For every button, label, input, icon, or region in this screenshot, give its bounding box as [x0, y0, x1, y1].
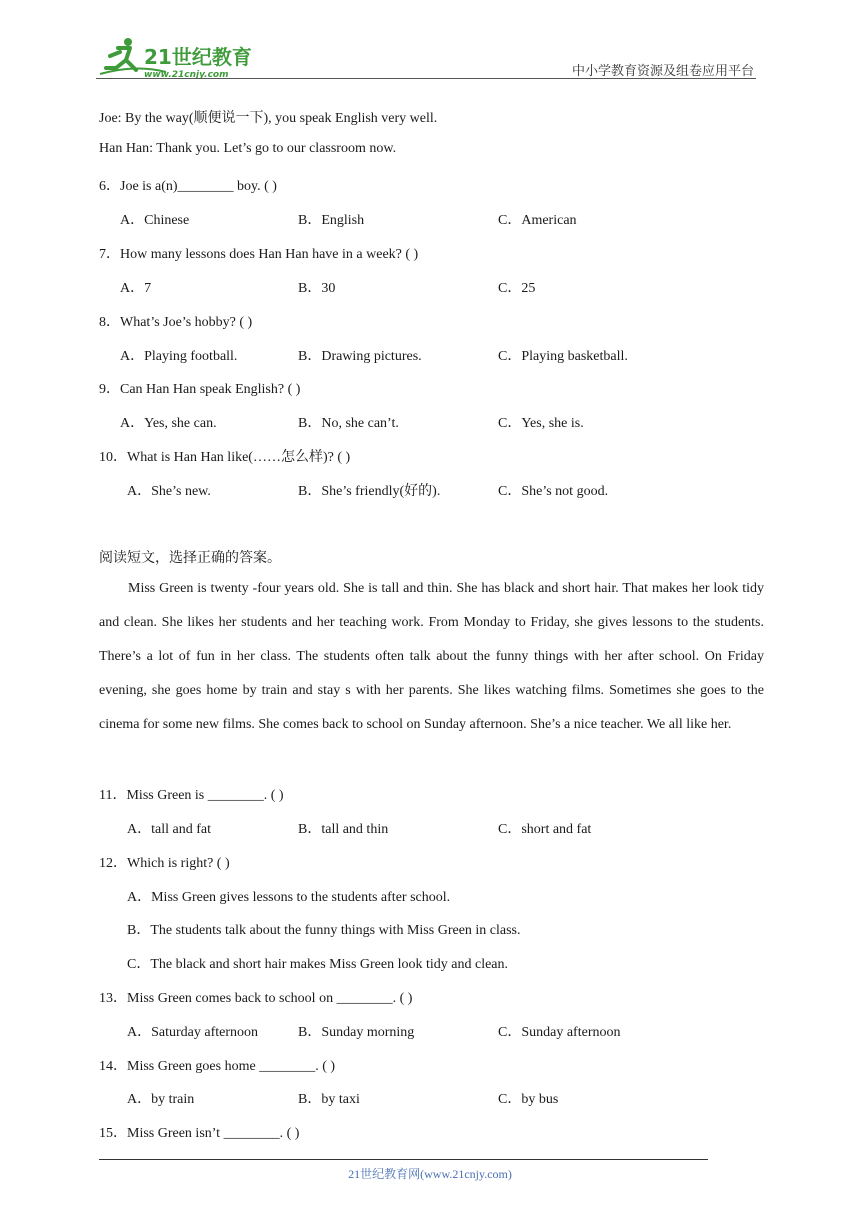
option-a[interactable]: A．tall and fat	[127, 822, 211, 837]
option-b[interactable]: B．Sunday morning	[298, 1025, 415, 1040]
option-b[interactable]: B．tall and thin	[298, 822, 389, 837]
option-b[interactable]: B．The students talk about the funny things with Miss Green in class.	[127, 923, 521, 938]
dialogue-line: Han Han: Thank you. Let’s go to our classroom now.	[99, 141, 397, 156]
option-a[interactable]: A．7	[120, 281, 152, 296]
question-stem: 11．Miss Green is ________. ( )	[99, 788, 284, 803]
option-a[interactable]: A．by train	[127, 1092, 195, 1107]
logo-url-text: www.21cnjy.com	[144, 70, 229, 80]
question-stem: 7．How many lessons does Han Han have in a week? ( )	[99, 247, 419, 262]
question-stem: 12．Which is right? ( )	[99, 856, 230, 871]
option-a[interactable]: A．Chinese	[120, 213, 190, 228]
option-a[interactable]: A．Saturday afternoon	[127, 1025, 259, 1040]
option-c[interactable]: C．Playing basketball.	[498, 349, 628, 364]
page-footer: 21世纪教育网(www.21cnjy.com)	[348, 1167, 512, 1181]
option-b[interactable]: B．English	[298, 213, 365, 228]
option-a[interactable]: A．She’s new.	[127, 484, 211, 499]
option-b[interactable]: B．30	[298, 281, 336, 296]
option-c[interactable]: C．American	[498, 213, 577, 228]
option-c[interactable]: C．short and fat	[498, 822, 592, 837]
option-b[interactable]: B．by taxi	[298, 1092, 360, 1107]
header-divider	[96, 78, 756, 79]
logo-brand-text: 21世纪教育	[144, 45, 252, 69]
option-c[interactable]: C．She’s not good.	[498, 484, 609, 499]
section-instruction: 阅读短文，选择正确的答案。	[99, 551, 281, 566]
option-a[interactable]: A．Playing football.	[120, 349, 238, 364]
option-c[interactable]: C．by bus	[498, 1092, 559, 1107]
logo	[96, 34, 266, 80]
option-b[interactable]: B．She’s friendly(好的).	[298, 484, 441, 499]
question-stem: 6．Joe is a(n)________ boy. ( )	[99, 179, 277, 194]
page-header	[96, 30, 756, 80]
question-stem: 10．What is Han Han like(……怎么样)? ( )	[99, 450, 351, 465]
option-c[interactable]: C．Sunday afternoon	[498, 1025, 621, 1040]
footer-divider	[99, 1159, 708, 1160]
option-b[interactable]: B．Drawing pictures.	[298, 349, 422, 364]
question-stem: 13．Miss Green comes back to school on ________. ( )	[99, 991, 413, 1006]
option-a[interactable]: A．Yes, she can.	[120, 416, 217, 431]
reading-passage: Miss Green is twenty -four years old. She is tall and thin. She has black and short hair. That makes her look tidy and clean. She likes her students and her teaching work. From Monday to Friday, she gives lessons to the students. There’s a lot of fun in her class. The students often talk about the funny things with her after school. On Friday evening, she goes home by train and stay s with her parents. She likes watching films. Sometimes she goes to the cinema for some new films. She comes back to school on Sunday afternoon. She’s a nice teacher. We all like her.	[99, 581, 764, 732]
option-a[interactable]: A．Miss Green gives lessons to the students after school.	[127, 890, 451, 905]
option-b[interactable]: B．No, she can’t.	[298, 416, 399, 431]
header-platform-text: 中小学教育资源及组卷应用平台	[571, 64, 754, 79]
question-stem: 8．What’s Joe’s hobby? ( )	[99, 315, 253, 330]
question-stem: 15．Miss Green isn’t ________. ( )	[99, 1126, 300, 1141]
option-c[interactable]: C．The black and short hair makes Miss Green look tidy and clean.	[127, 957, 509, 972]
question-stem: 9．Can Han Han speak English? ( )	[99, 382, 301, 397]
option-c[interactable]: C．Yes, she is.	[498, 416, 584, 431]
question-stem: 14．Miss Green goes home ________. ( )	[99, 1059, 336, 1074]
option-c[interactable]: C．25	[498, 281, 536, 296]
dialogue-line: Joe: By the way(顺便说一下), you speak English very well.	[99, 111, 438, 126]
